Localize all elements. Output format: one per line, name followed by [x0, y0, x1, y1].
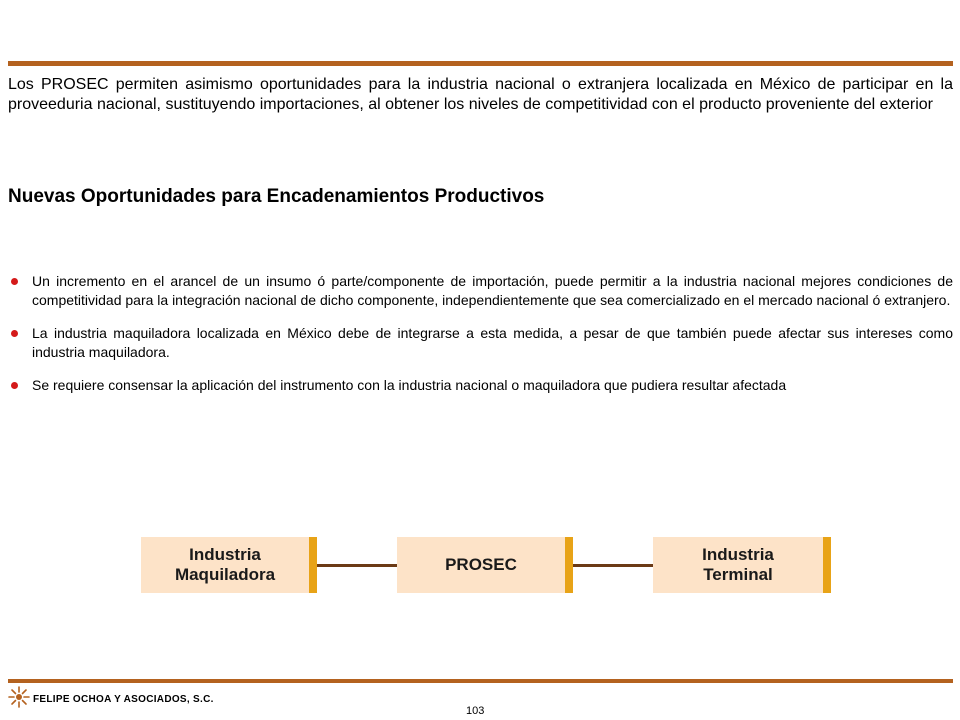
bullet-dot-icon: [11, 330, 18, 337]
box-label: PROSEC: [445, 555, 517, 574]
bottom-rule: [8, 679, 953, 683]
industria-terminal-box: [653, 537, 831, 593]
bullet-text: La industria maquiladora localizada en México debe de integrarse a esta medida, a pesar de que también puede afectar sus intereses como industria maquiladora.: [32, 325, 953, 360]
top-rule: [8, 61, 953, 66]
bullet-text: Se requiere consensar la aplicación del instrumento con la industria nacional o maquiladora que pudiera resultar afectada: [32, 377, 787, 393]
bullet-item: [10, 324, 953, 362]
intro-paragraph: Los PROSEC permiten asimismo oportunidades para la industria nacional o extranjera localizada en México de participar en la proveeduria nacional, sustituyendo importaciones, al obtener los niveles de competitividad con el producto proveniente del exterior: [8, 76, 953, 113]
connector-line: [573, 564, 653, 567]
box-accent-bar: [823, 537, 831, 593]
box-accent-bar: [309, 537, 317, 593]
bullet-list: [10, 272, 953, 409]
box-accent-bar: [565, 537, 573, 593]
sunburst-logo-icon: [8, 686, 30, 708]
bullet-text: Un incremento en el arancel de un insumo ó parte/componente de importación, puede permitir a la industria nacional mejores condiciones de competitividad para la integración nacional de dicho componente, independientemente que sea comercializado en el mercado nacional ó extranjero.: [32, 273, 953, 308]
page-number: 103: [466, 705, 485, 717]
company-name: FELIPE OCHOA Y ASOCIADOS, S.C.: [33, 694, 214, 705]
section-heading: Nuevas Oportunidades para Encadenamientos Productivos: [8, 186, 545, 207]
industria-maquiladora-box: [141, 537, 317, 593]
bullet-item: [10, 376, 953, 395]
prosec-box: [397, 537, 573, 593]
bullet-dot-icon: [11, 382, 18, 389]
bullet-dot-icon: [11, 278, 18, 285]
connector-line: [317, 564, 397, 567]
box-label: Industria Maquiladora: [174, 545, 276, 584]
box-label: Industria Terminal: [702, 545, 774, 584]
bullet-item: [10, 272, 953, 310]
